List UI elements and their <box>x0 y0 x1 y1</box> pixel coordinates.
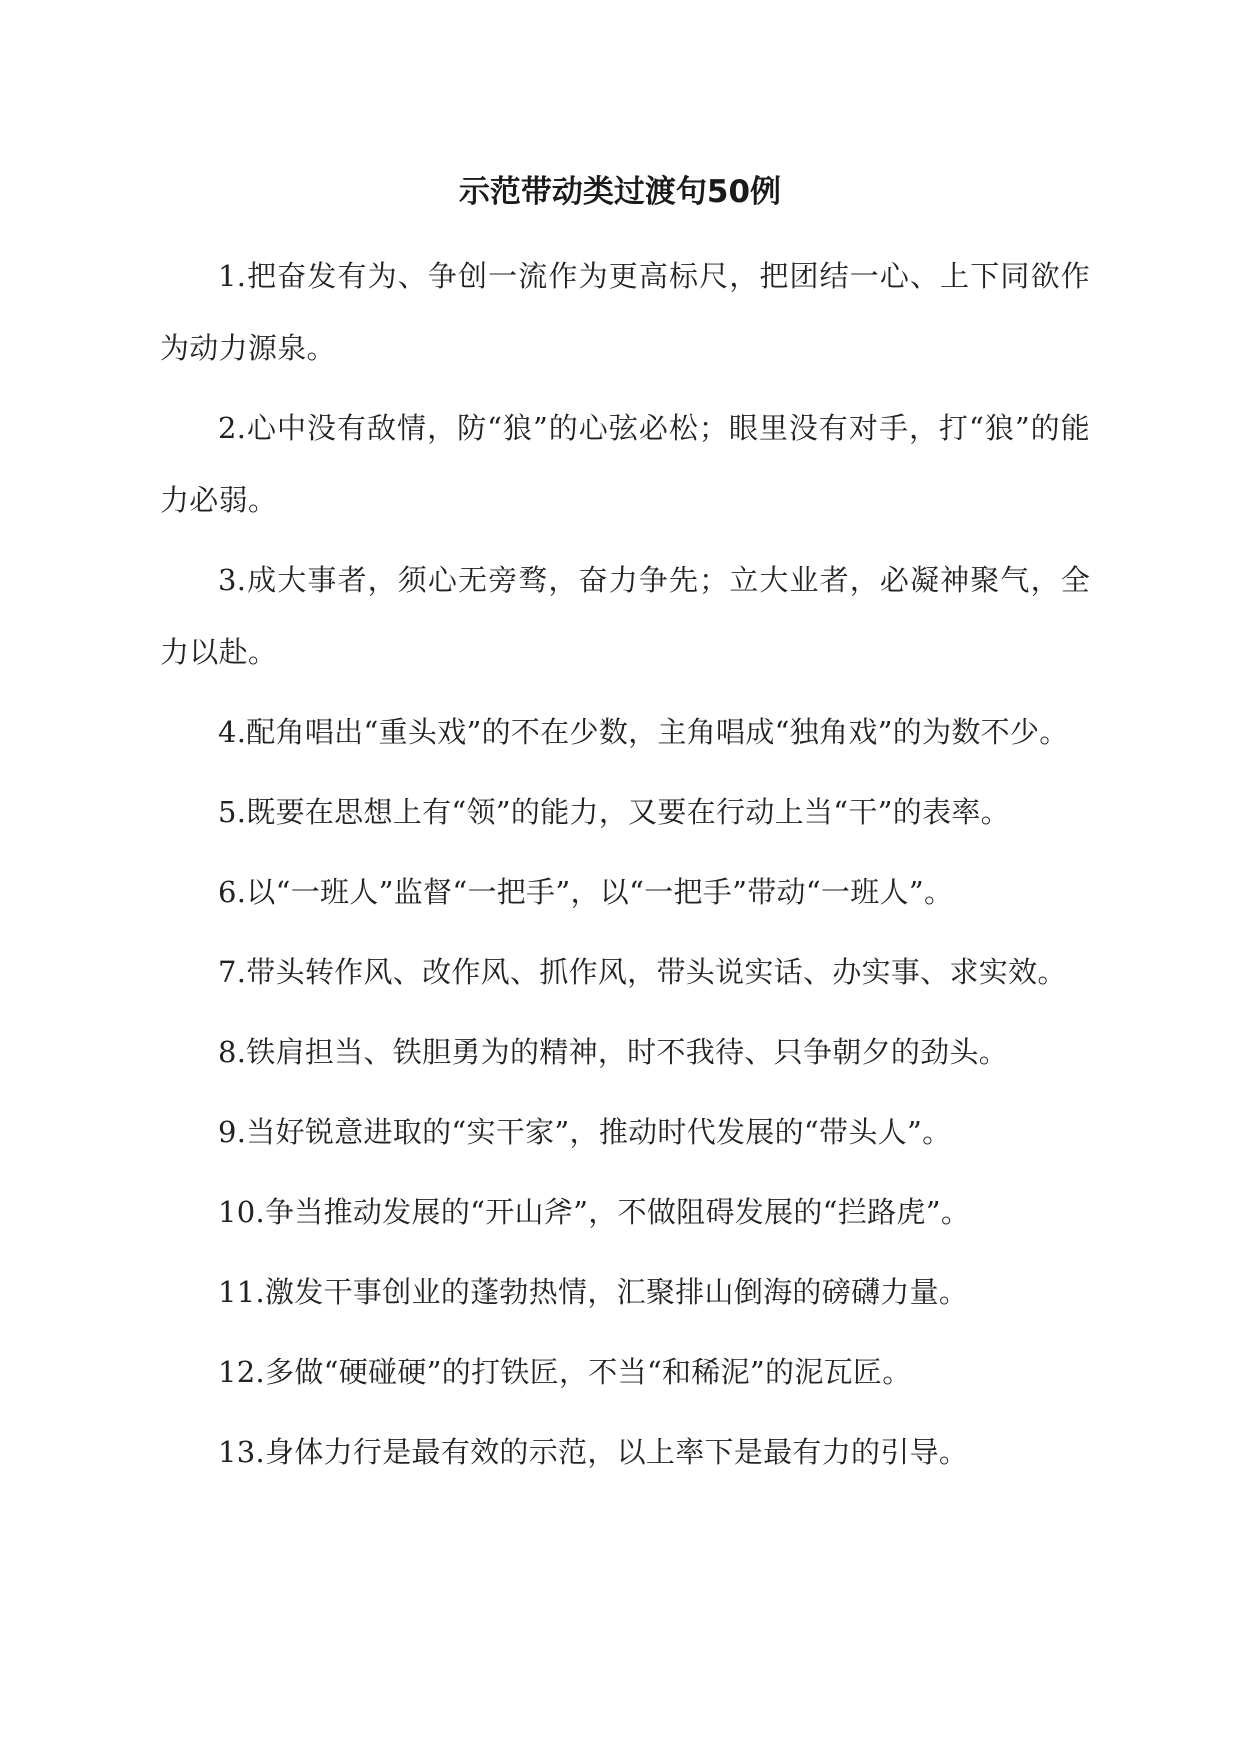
sentence-list <box>160 240 1090 1488</box>
list-item: 5.既要在思想上有“领”的能力，又要在行动上当“干”的表率。 <box>218 795 1010 829</box>
document-title: 示范带动类过渡句50例 <box>458 174 782 210</box>
list-item: 11.激发干事创业的蓬勃热情，汇聚排山倒海的磅礴力量。 <box>218 1275 969 1309</box>
list-item: 6.以“一班人”监督“一把手”，以“一把手”带动“一班人”。 <box>218 875 954 909</box>
list-item: 2.心中没有敌情，防“狼”的心弦必松；眼里没有对手，打“狼”的能力必弱。 <box>160 411 1090 517</box>
list-item: 13.身体力行是最有效的示范，以上率下是最有力的引导。 <box>218 1435 969 1469</box>
list-item: 7.带头转作风、改作风、抓作风，带头说实话、办实事、求实效。 <box>218 955 1067 989</box>
list-item: 10.争当推动发展的“开山斧”，不做阻碍发展的“拦路虎”。 <box>218 1195 971 1229</box>
list-item: 4.配角唱出“重头戏”的不在少数，主角唱成“独角戏”的为数不少。 <box>218 715 1069 749</box>
list-item: 8.铁肩担当、铁胆勇为的精神，时不我待、只争朝夕的劲头。 <box>218 1035 1009 1069</box>
list-item: 12.多做“硬碰硬”的打铁匠，不当“和稀泥”的泥瓦匠。 <box>218 1355 912 1389</box>
list-item: 9.当好锐意进取的“实干家”，推动时代发展的“带头人”。 <box>218 1115 952 1149</box>
list-item: 3.成大事者，须心无旁骛，奋力争先；立大业者，必凝神聚气，全力以赴。 <box>160 563 1090 669</box>
list-item: 1.把奋发有为、争创一流作为更高标尺，把团结一心、上下同欲作为动力源泉。 <box>160 259 1090 365</box>
